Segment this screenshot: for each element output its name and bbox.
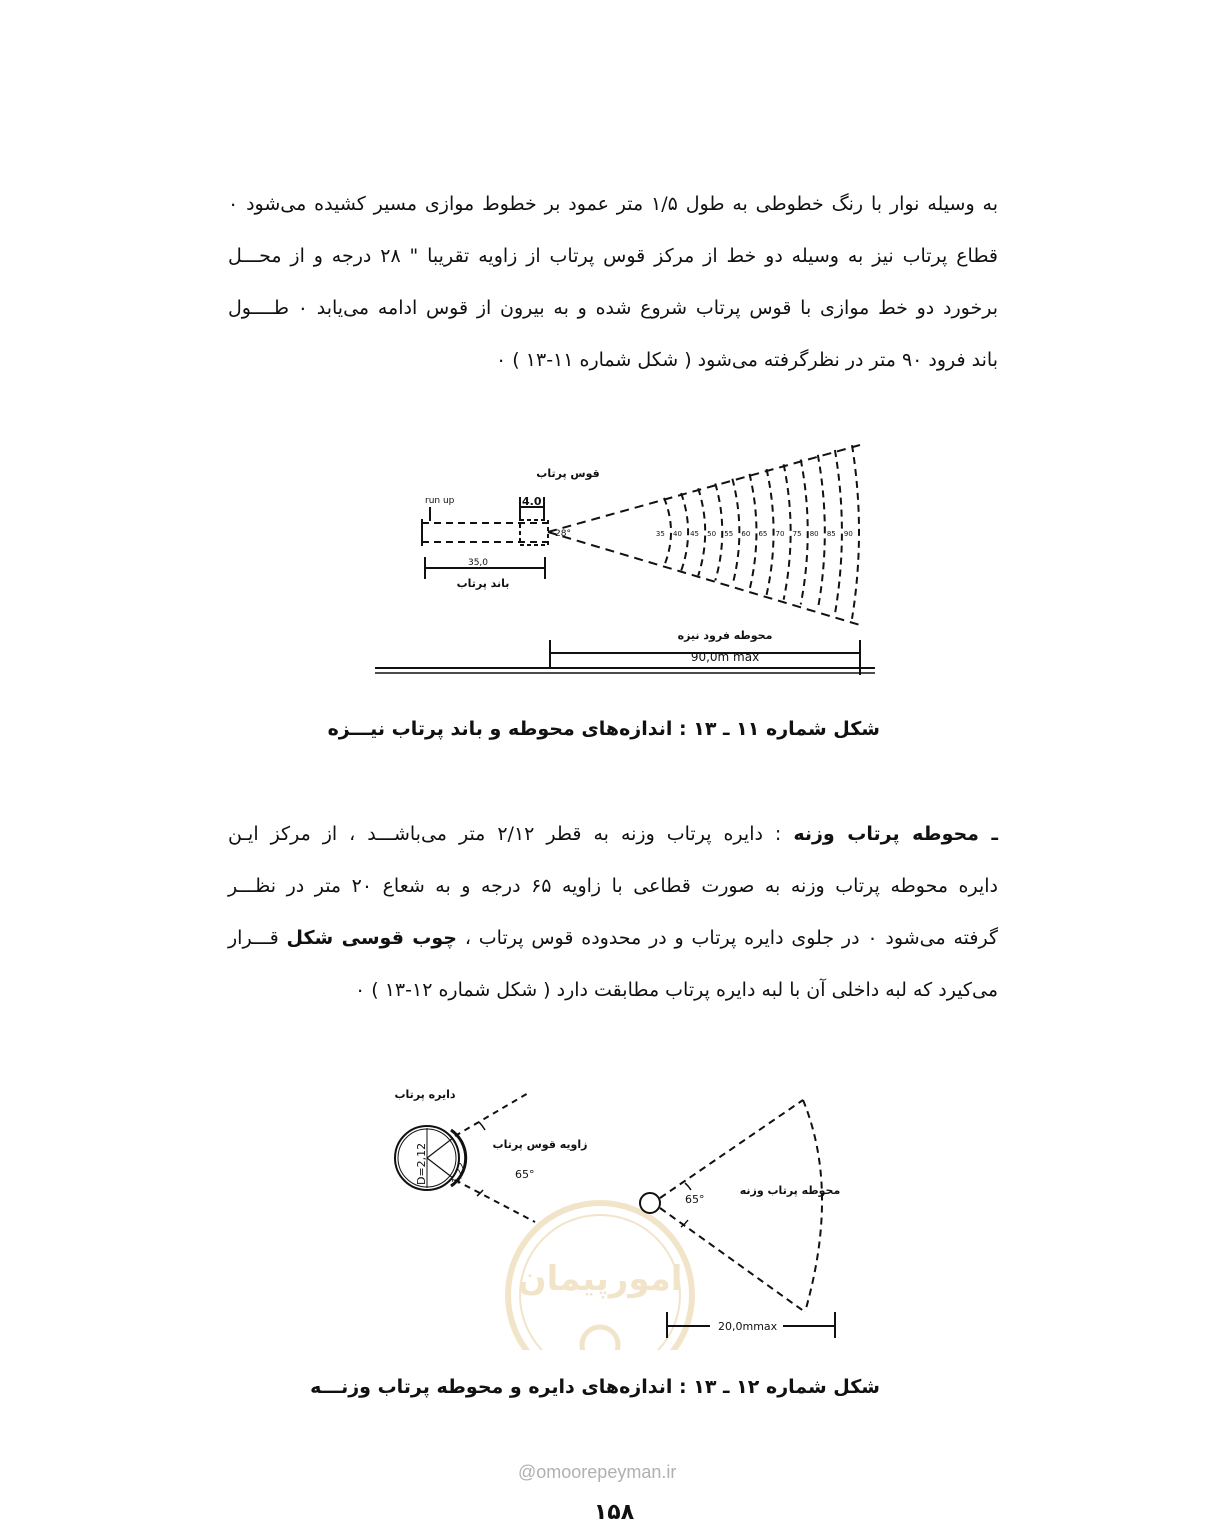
paragraph-line xyxy=(228,912,998,964)
paragraph-line xyxy=(228,808,998,860)
diameter-label: D=2,12 xyxy=(415,1142,428,1185)
angle-label-a: 65° xyxy=(515,1168,535,1181)
paragraph-1 xyxy=(228,178,998,386)
paragraph-line: برخورد دو خط موازی با قوس پرتاب شروع شده و به بیرون از قوس ادامه می‌یابد ۰ طــــول xyxy=(228,297,998,319)
max-distance-label: 90,0m max xyxy=(690,650,760,664)
distance-arc xyxy=(852,445,859,619)
runup-label: run up xyxy=(425,496,455,506)
shot-put-area-label: محوطه پرتاب وزنه xyxy=(739,1184,841,1197)
figure-1-caption: شکل شماره ۱۱ ـ ۱۳ : اندازه‌های محوطه و باند پرتاب نیـــزه xyxy=(327,718,880,740)
distance-label: 75 xyxy=(792,530,802,538)
distance-arc xyxy=(818,455,825,609)
distance-arc xyxy=(681,493,688,571)
paragraph-text: گرفته می‌شود ۰ در جلوی دایره پرتاب و در محدوده قوس پرتاب ، xyxy=(457,927,998,949)
paragraph-line: می‌کیرد که لبه داخلی آن با لبه دایره پرتاب مطابقت دارد ( شکل شماره ۱۲-۱۳ ) ۰ xyxy=(354,979,998,1001)
max-radius-label: 20,0mmax xyxy=(718,1320,778,1333)
arc-label: قوس پرتاب xyxy=(536,467,600,480)
distance-label: 45 xyxy=(690,530,700,538)
figure-2-caption: شکل شماره ۱۲ ـ ۱۳ : اندازه‌های دایره و محوطه پرتاب وزنـــه xyxy=(310,1376,880,1398)
arc-angle-label: زاویه قوس پرتاب xyxy=(492,1138,588,1151)
distance-arc xyxy=(835,450,842,614)
watermark-logo-text: امورپیمان xyxy=(517,1259,683,1299)
distance-arc xyxy=(698,488,705,575)
paragraph-2 xyxy=(228,808,998,1016)
page-number: ۱۵۸ xyxy=(593,1500,635,1525)
distance-label: 85 xyxy=(826,530,836,538)
runway-label: باند پرتاب xyxy=(456,577,510,590)
watermark-logo-icon xyxy=(508,1203,692,1350)
angle-label-b: 65° xyxy=(685,1193,705,1206)
distance-arc xyxy=(715,483,722,580)
runway-length-label: 35,0 xyxy=(467,558,489,568)
distance-arc xyxy=(767,469,774,595)
distance-label: 90 xyxy=(843,530,853,538)
distance-arc xyxy=(732,479,739,586)
stop-board-label: 1,22 xyxy=(450,1161,469,1187)
stop-board-term: چوب قوسی شکل xyxy=(286,927,457,949)
javelin-diagram xyxy=(370,435,890,685)
distance-label: 65 xyxy=(758,530,768,538)
shot-put-diagram xyxy=(385,1070,855,1350)
paragraph-text: : دایره پرتاب وزنه به قطر ۲/۱۲ متر می‌باشـــد ، از مرکز ایـن xyxy=(228,823,794,845)
distance-label: 80 xyxy=(809,530,819,538)
distance-label: 35 xyxy=(655,530,665,538)
distance-label: 60 xyxy=(741,530,751,538)
distance-label: 40 xyxy=(673,530,682,538)
paragraph-line: باند فرود ۹۰ متر در نظرگرفته می‌شود ( شکل شماره ۱۱-۱۳ ) ۰ xyxy=(496,349,998,371)
paragraph-line: به وسیله نوار با رنگ خطوطی به طول ۱/۵ متر عمود بر خطوط موازی مسیر کشیده می‌شود ۰ xyxy=(228,193,998,215)
paragraph-line: قطاع پرتاب نیز به وسیله دو خط از مرکز قوس پرتاب از زاویه تقریبا " ۲۸ درجه و از محـــل xyxy=(228,245,998,267)
paragraph-text: قـــرار xyxy=(228,927,287,949)
distance-label: 55 xyxy=(724,530,734,538)
throwing-circle-label: دایره پرتاب xyxy=(394,1088,456,1101)
distance-arc xyxy=(784,464,791,599)
angle-label: 28° xyxy=(555,529,571,539)
shot-put-area-heading: ـ محوطه پرتاب وزنه xyxy=(793,823,998,845)
arc-width-label: 4.0 xyxy=(522,495,542,508)
distance-label: 50 xyxy=(707,530,717,538)
distance-arc xyxy=(664,498,671,566)
distance-arc xyxy=(801,460,808,605)
watermark: @omoorepeyman.ir xyxy=(518,1462,677,1482)
distance-label: 70 xyxy=(775,530,785,538)
paragraph-line: دایره محوطه پرتاب وزنه به صورت قطاعی با زاویه ۶۵ درجه و به شعاع ۲۰ متر در نظـــر xyxy=(228,875,998,897)
landing-area-label: محوطه فرود نیزه xyxy=(677,629,773,642)
distance-arc xyxy=(749,474,756,590)
